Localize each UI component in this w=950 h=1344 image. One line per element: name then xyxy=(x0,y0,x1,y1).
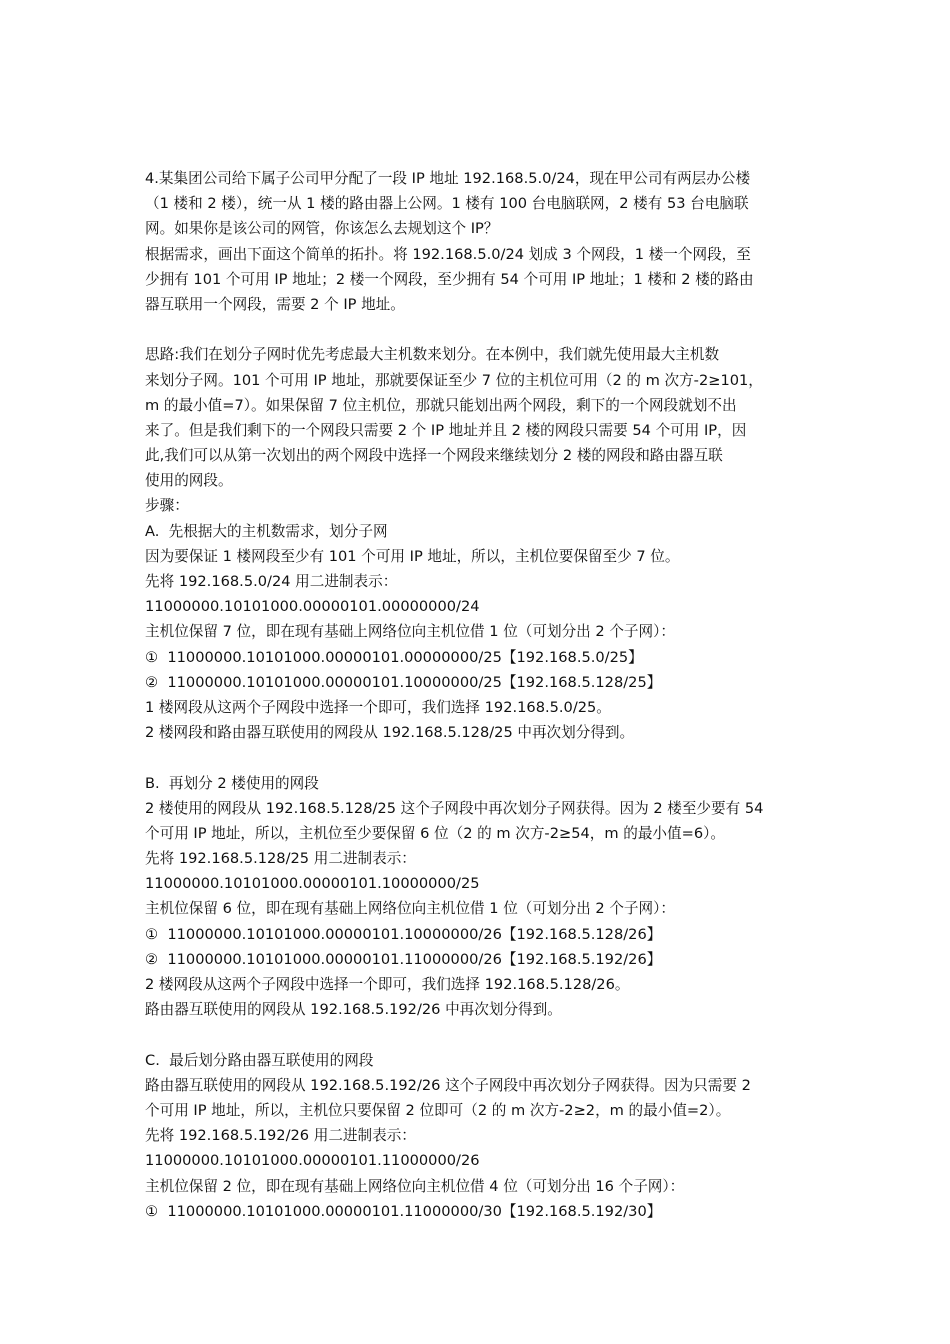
paragraph xyxy=(145,544,813,569)
text-line: 先将 192.168.5.0/24 用二进制表示： xyxy=(145,573,398,590)
paragraph xyxy=(145,342,813,493)
text-line: C. 最后划分路由器互联使用的网段 xyxy=(145,1051,374,1069)
text-line: 来了。但是我们剩下的一个网段只需要 2 个 IP 地址并且 2 楼的网段只需要 54 个可用 IP，因 xyxy=(145,421,747,439)
paragraph xyxy=(145,670,813,695)
paragraph xyxy=(145,519,813,544)
paragraph xyxy=(145,1123,813,1148)
text-line: 先将 192.168.5.128/25 用二进制表示： xyxy=(145,850,416,868)
text-line: 来划分子网。101 个可用 IP 地址，那就要保证至少 7 位的主机位可用（2 的 m 次方-2≥101， xyxy=(145,371,763,389)
text-line: 根据需求，画出下面这个简单的拓扑。将 192.168.5.0/24 划成 3 个网段，1 楼一个网段，至 xyxy=(145,245,751,263)
text-line: 先将 192.168.5.192/26 用二进制表示： xyxy=(145,1127,416,1145)
paragraph xyxy=(145,720,813,745)
text-line: ① 11000000.10101000.00000101.11000000/30【192.168.5.192/30】 xyxy=(145,1202,662,1220)
text-line: （1 楼和 2 楼），统一从 1 楼的路由器上公网。1 楼有 100 台电脑联网，2 楼有 53 台电脑联 xyxy=(145,195,749,213)
text-line: 个可用 IP 地址，所以，主机位只要保留 2 位即可（2 的 m 次方-2≥2，m 的最小值=2）。 xyxy=(145,1101,731,1119)
text-line: 思路:我们在划分子网时优先考虑最大主机数来划分。在本例中，我们就先使用最大主机数 xyxy=(145,346,720,364)
paragraph xyxy=(145,594,813,619)
text-line: 使用的网段。 xyxy=(145,472,233,490)
paragraph xyxy=(145,947,813,972)
text-line: 2 楼网段和路由器互联使用的网段从 192.168.5.128/25 中再次划分得到。 xyxy=(145,724,635,742)
text-line: ② 11000000.10101000.00000101.11000000/26【192.168.5.192/26】 xyxy=(145,950,662,968)
text-line: B. 再划分 2 楼使用的网段 xyxy=(145,774,319,792)
paragraph xyxy=(145,695,813,720)
blank-line xyxy=(145,317,813,342)
paragraph xyxy=(145,1148,813,1173)
paragraph xyxy=(145,1174,813,1199)
paragraph xyxy=(145,1073,813,1123)
text-line: 11000000.10101000.00000101.00000000/24 xyxy=(145,598,480,616)
paragraph xyxy=(145,493,813,518)
paragraph xyxy=(145,846,813,871)
text-line: 1 楼网段从这两个子网段中选择一个即可，我们选择 192.168.5.0/25。 xyxy=(145,698,611,716)
text-line: 因为要保证 1 楼网段至少有 101 个可用 IP 地址，所以，主机位要保留至少 7 位。 xyxy=(145,547,680,565)
text-line: A. 先根据大的主机数需求，划分子网 xyxy=(145,522,388,540)
text-line: 个可用 IP 地址，所以，主机位至少要保留 6 位（2 的 m 次方-2≥54，m 的最小值=6）。 xyxy=(145,824,726,842)
paragraph xyxy=(145,1048,813,1073)
text-line: 步骤： xyxy=(145,497,189,515)
text-line: 主机位保留 6 位，即在现有基础上网络位向主机位借 1 位（可划分出 2 个子网）： xyxy=(145,900,675,918)
paragraph xyxy=(145,997,813,1022)
paragraph xyxy=(145,1199,813,1224)
paragraph xyxy=(145,896,813,921)
paragraph xyxy=(145,796,813,846)
text-line: 2 楼使用的网段从 192.168.5.128/25 这个子网段中再次划分子网获得。因为 2 楼至少要有 54 xyxy=(145,799,764,817)
blank-line xyxy=(145,745,813,770)
paragraph xyxy=(145,972,813,997)
text-line: 器互联用一个网段，需要 2 个 IP 地址。 xyxy=(145,295,405,313)
paragraph xyxy=(145,619,813,644)
paragraph xyxy=(145,645,813,670)
paragraph xyxy=(145,242,813,318)
paragraph xyxy=(145,569,813,594)
text-line: ② 11000000.10101000.00000101.10000000/25【192.168.5.128/25】 xyxy=(145,673,662,691)
text-line: ① 11000000.10101000.00000101.10000000/26【192.168.5.128/26】 xyxy=(145,925,662,943)
text-line: 11000000.10101000.00000101.11000000/26 xyxy=(145,1152,480,1170)
text-line: 此,我们可以从第一次划出的两个网段中选择一个网段来继续划分 2 楼的网段和路由器互联 xyxy=(145,447,723,465)
text-line: 路由器互联使用的网段从 192.168.5.192/26 这个子网段中再次划分子网获得。因为只需要 2 xyxy=(145,1076,751,1094)
text-line: 主机位保留 7 位，即在现有基础上网络位向主机位借 1 位（可划分出 2 个子网）： xyxy=(145,623,675,641)
text-line: 网。如果你是该公司的网管，你该怎么去规划这个 IP？ xyxy=(145,220,499,238)
text-line: 少拥有 101 个可用 IP 地址；2 楼一个网段，至少拥有 54 个可用 IP 地址；1 楼和 2 楼的路由 xyxy=(145,270,754,288)
text-line: 4.某集团公司给下属子公司甲分配了一段 IP 地址 192.168.5.0/24，现在甲公司有两层办公楼 xyxy=(145,170,751,187)
text-line: ① 11000000.10101000.00000101.00000000/25【192.168.5.0/25】 xyxy=(145,648,643,666)
paragraph xyxy=(145,166,813,242)
paragraph xyxy=(145,922,813,947)
text-line: m 的最小值=7）。如果保留 7 位主机位，那就只能划出两个网段，剩下的一个网段就划不出 xyxy=(145,396,737,414)
text-line: 主机位保留 2 位，即在现有基础上网络位向主机位借 4 位（可划分出 16 个子网）： xyxy=(145,1177,685,1195)
paragraph xyxy=(145,771,813,796)
blank-line xyxy=(145,1022,813,1047)
paragraph xyxy=(145,871,813,896)
text-line: 11000000.10101000.00000101.10000000/25 xyxy=(145,875,480,893)
text-line: 路由器互联使用的网段从 192.168.5.192/26 中再次划分得到。 xyxy=(145,1001,562,1019)
text-line: 2 楼网段从这两个子网段中选择一个即可，我们选择 192.168.5.128/26。 xyxy=(145,976,630,993)
document-page xyxy=(145,166,813,1224)
